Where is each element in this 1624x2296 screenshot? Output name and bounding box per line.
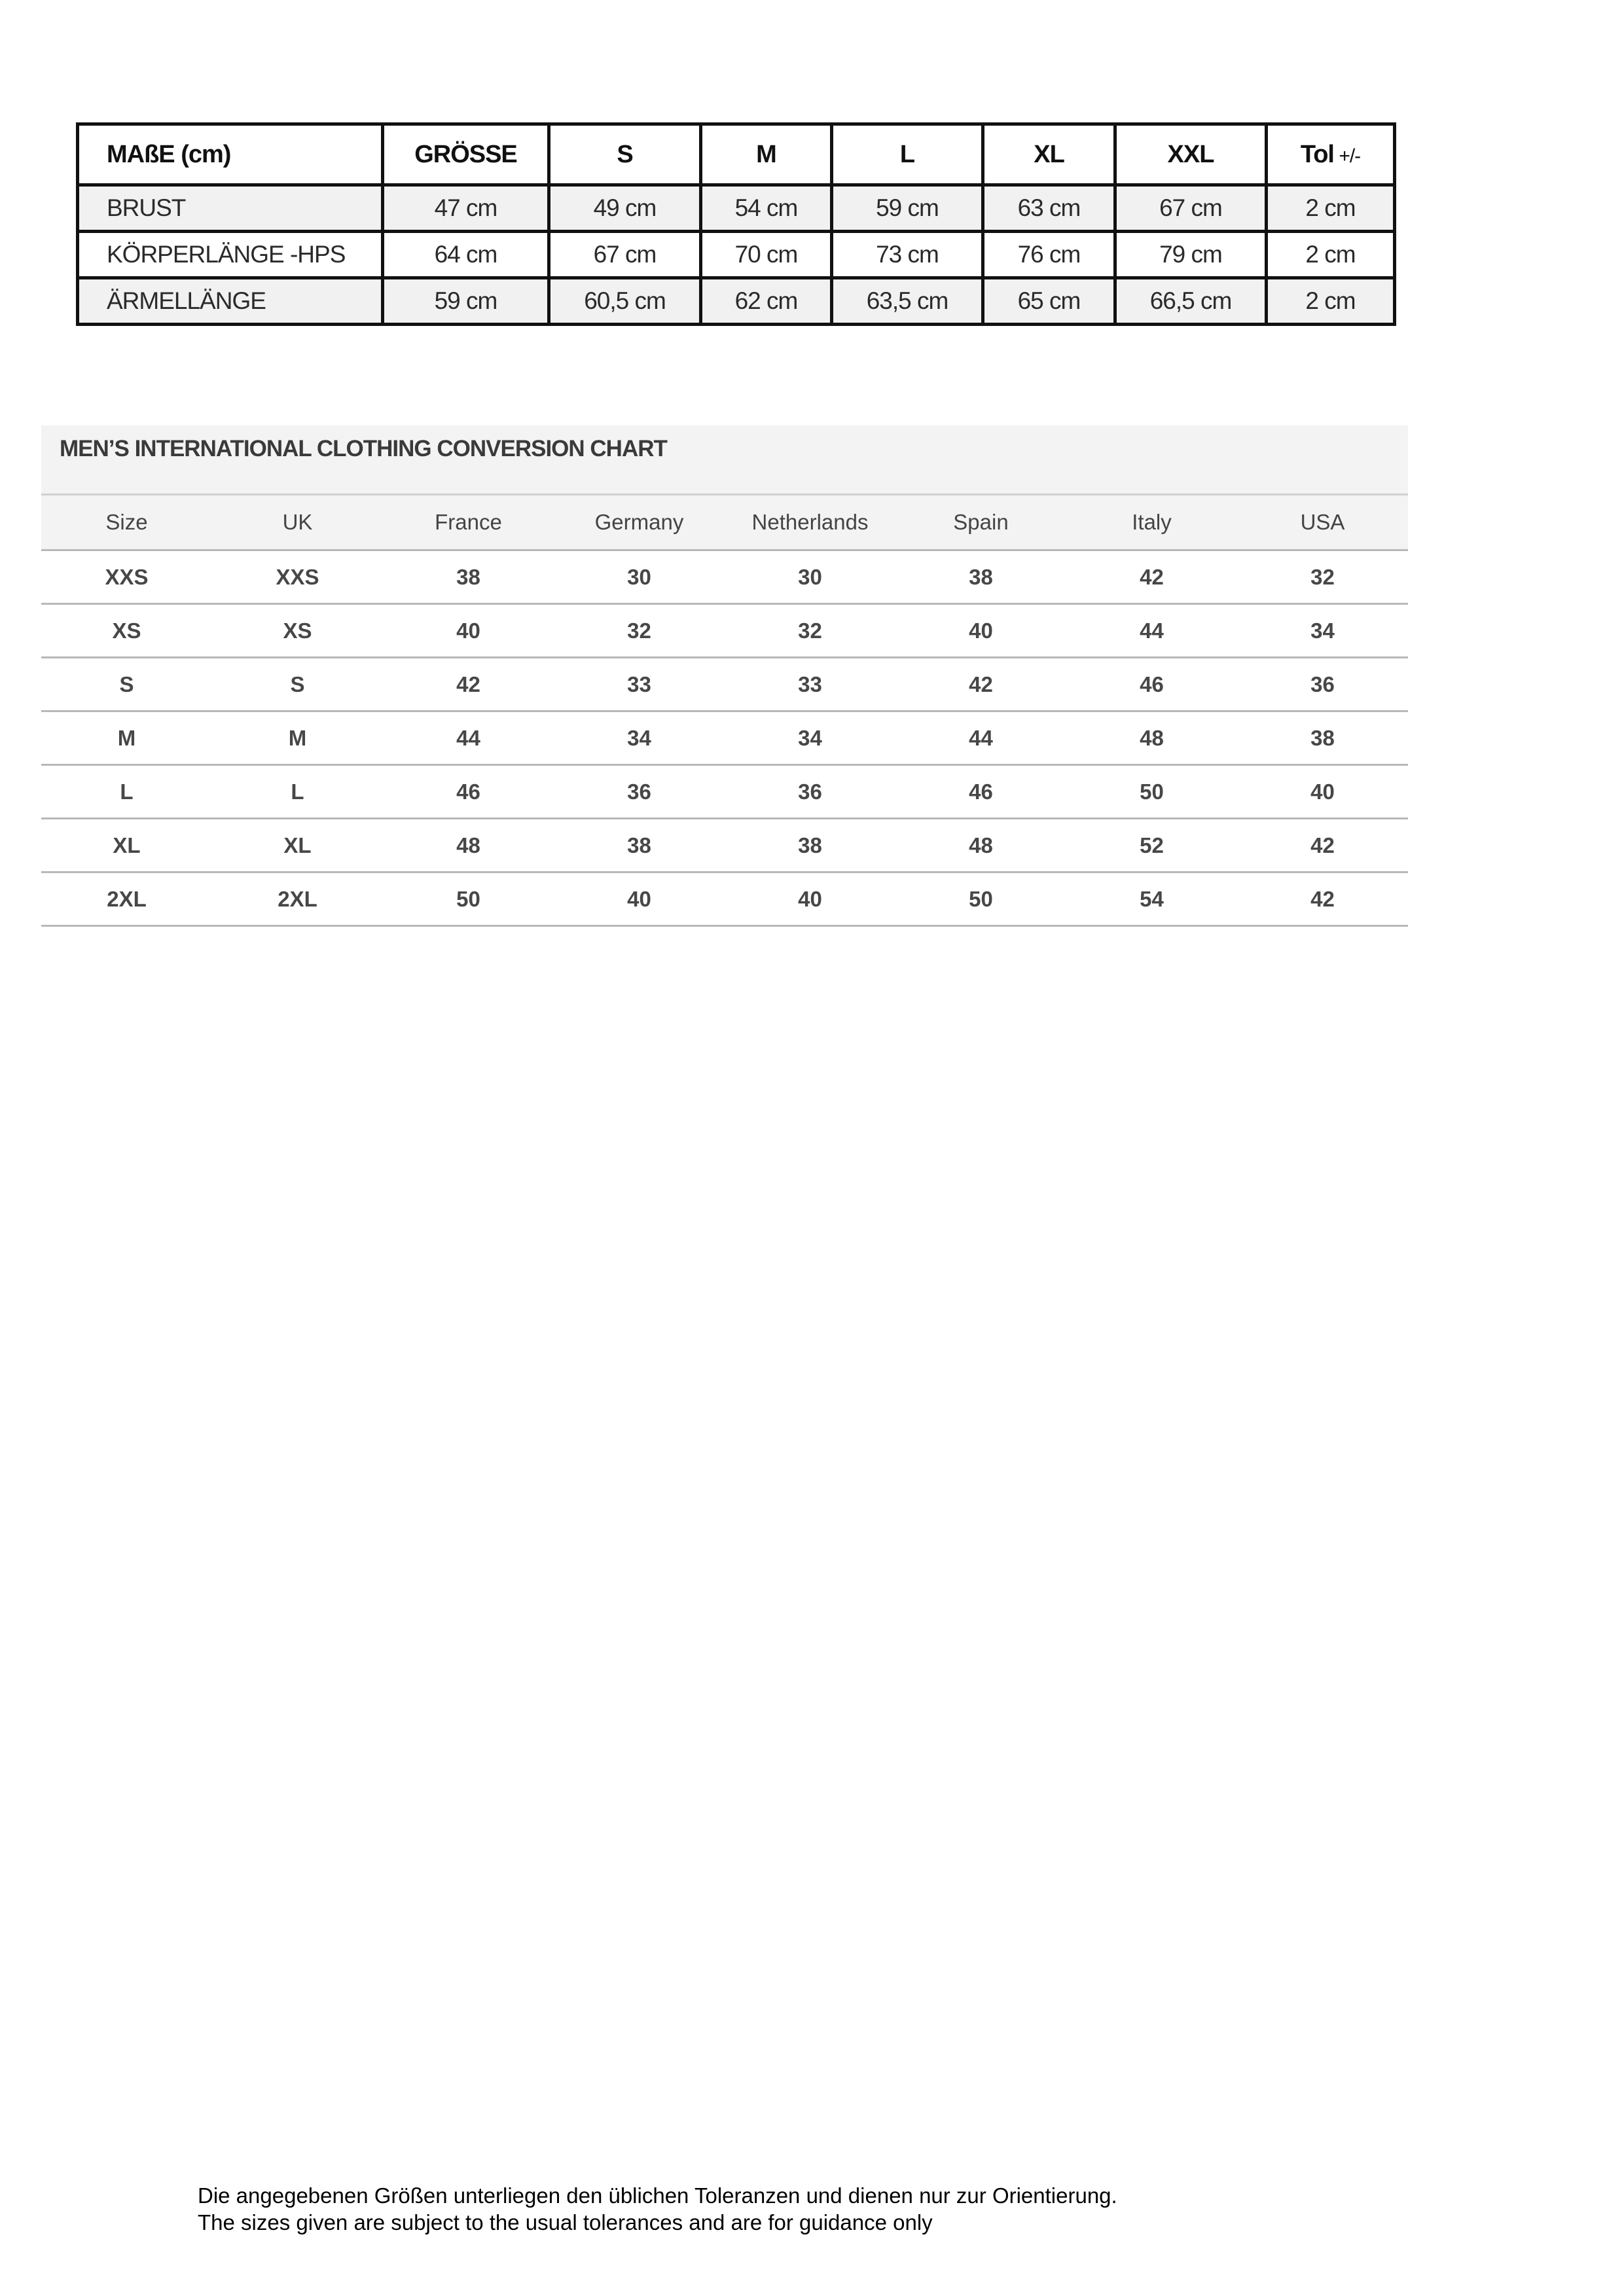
conversion-row xyxy=(41,872,1408,926)
measurement-row xyxy=(78,232,1395,278)
footer-note xyxy=(198,2182,1117,2236)
col-header: UK xyxy=(212,495,383,550)
cell: 38 xyxy=(554,819,725,872)
footer-line-german: Die angegebenen Größen unterliegen den üblichen Toleranzen und dienen nur zur Orientierung. xyxy=(198,2183,1117,2208)
cell: XS xyxy=(41,604,212,658)
cell: 48 xyxy=(895,819,1066,872)
cell: 73 cm xyxy=(832,232,983,278)
cell: 62 cm xyxy=(701,278,832,325)
cell: 70 cm xyxy=(701,232,832,278)
cell: 32 xyxy=(554,604,725,658)
cell: 42 xyxy=(1066,550,1237,604)
cell: 36 xyxy=(725,765,895,819)
cell: 32 xyxy=(1237,550,1408,604)
header-size: GRÖSSE xyxy=(383,124,549,185)
conversion-title: MEN’S INTERNATIONAL CLOTHING CONVERSION CHART xyxy=(41,425,1408,495)
header-col: XL xyxy=(983,124,1115,185)
cell: 2 cm xyxy=(1267,278,1395,325)
cell: XL xyxy=(212,819,383,872)
col-header: Italy xyxy=(1066,495,1237,550)
cell: 79 cm xyxy=(1115,232,1267,278)
conversion-row xyxy=(41,658,1408,711)
header-label: MAßE (cm) xyxy=(78,124,383,185)
cell: 42 xyxy=(1237,872,1408,926)
cell: 46 xyxy=(1066,658,1237,711)
cell: S xyxy=(212,658,383,711)
cell: 59 cm xyxy=(383,278,549,325)
cell: 44 xyxy=(1066,604,1237,658)
footer-line-english: The sizes given are subject to the usual tolerances and are for guidance only xyxy=(198,2210,933,2234)
cell: 38 xyxy=(1237,711,1408,765)
cell: 63,5 cm xyxy=(832,278,983,325)
cell: S xyxy=(41,658,212,711)
cell: 49 cm xyxy=(549,185,701,232)
cell: XL xyxy=(41,819,212,872)
conversion-row xyxy=(41,604,1408,658)
cell: 67 cm xyxy=(1115,185,1267,232)
cell: 2XL xyxy=(41,872,212,926)
col-header: Germany xyxy=(554,495,725,550)
cell: 36 xyxy=(1237,658,1408,711)
row-label: BRUST xyxy=(78,185,383,232)
cell: 33 xyxy=(725,658,895,711)
cell: XS xyxy=(212,604,383,658)
cell: 44 xyxy=(895,711,1066,765)
cell: 30 xyxy=(725,550,895,604)
conversion-row xyxy=(41,550,1408,604)
cell: 34 xyxy=(725,711,895,765)
measurement-row xyxy=(78,278,1395,325)
cell: M xyxy=(212,711,383,765)
cell: 40 xyxy=(725,872,895,926)
header-tolerance xyxy=(1267,124,1395,185)
cell: M xyxy=(41,711,212,765)
cell: 34 xyxy=(554,711,725,765)
conversion-row xyxy=(41,819,1408,872)
cell: 66,5 cm xyxy=(1115,278,1267,325)
conversion-row xyxy=(41,711,1408,765)
cell: 46 xyxy=(895,765,1066,819)
cell: 2 cm xyxy=(1267,232,1395,278)
cell: 52 xyxy=(1066,819,1237,872)
cell: 30 xyxy=(554,550,725,604)
cell: 59 cm xyxy=(832,185,983,232)
cell: 2 cm xyxy=(1267,185,1395,232)
cell: 65 cm xyxy=(983,278,1115,325)
conversion-header-row xyxy=(41,495,1408,550)
cell: 38 xyxy=(725,819,895,872)
cell: 34 xyxy=(1237,604,1408,658)
col-header: Netherlands xyxy=(725,495,895,550)
cell: XXS xyxy=(41,550,212,604)
cell: 42 xyxy=(1237,819,1408,872)
cell: 46 xyxy=(383,765,554,819)
cell: 48 xyxy=(1066,711,1237,765)
cell: 2XL xyxy=(212,872,383,926)
cell: 54 xyxy=(1066,872,1237,926)
cell: 40 xyxy=(383,604,554,658)
cell: 76 cm xyxy=(983,232,1115,278)
cell: 44 xyxy=(383,711,554,765)
cell: 42 xyxy=(383,658,554,711)
cell: 50 xyxy=(383,872,554,926)
cell: 33 xyxy=(554,658,725,711)
cell: 47 cm xyxy=(383,185,549,232)
cell: 60,5 cm xyxy=(549,278,701,325)
tolerance-suffix: +/- xyxy=(1333,145,1361,167)
row-label: ÄRMELLÄNGE xyxy=(78,278,383,325)
cell: L xyxy=(212,765,383,819)
cell: 67 cm xyxy=(549,232,701,278)
header-col: S xyxy=(549,124,701,185)
cell: 42 xyxy=(895,658,1066,711)
row-label: KÖRPERLÄNGE -HPS xyxy=(78,232,383,278)
conversion-row xyxy=(41,765,1408,819)
cell: 63 cm xyxy=(983,185,1115,232)
cell: 32 xyxy=(725,604,895,658)
cell: 50 xyxy=(895,872,1066,926)
tolerance-label: Tol xyxy=(1300,140,1334,168)
cell: 36 xyxy=(554,765,725,819)
cell: 48 xyxy=(383,819,554,872)
col-header: Spain xyxy=(895,495,1066,550)
header-col: XXL xyxy=(1115,124,1267,185)
cell: L xyxy=(41,765,212,819)
cell: 54 cm xyxy=(701,185,832,232)
header-col: L xyxy=(832,124,983,185)
cell: 38 xyxy=(383,550,554,604)
cell: 40 xyxy=(895,604,1066,658)
measurements-table xyxy=(76,122,1396,326)
conversion-chart xyxy=(41,425,1408,927)
measurement-row xyxy=(78,185,1395,232)
cell: 50 xyxy=(1066,765,1237,819)
header-col: M xyxy=(701,124,832,185)
col-header: France xyxy=(383,495,554,550)
cell: XXS xyxy=(212,550,383,604)
conversion-table xyxy=(41,495,1408,927)
cell: 38 xyxy=(895,550,1066,604)
cell: 40 xyxy=(1237,765,1408,819)
cell: 40 xyxy=(554,872,725,926)
measurements-header-row xyxy=(78,124,1395,185)
col-header: USA xyxy=(1237,495,1408,550)
col-header: Size xyxy=(41,495,212,550)
cell: 64 cm xyxy=(383,232,549,278)
